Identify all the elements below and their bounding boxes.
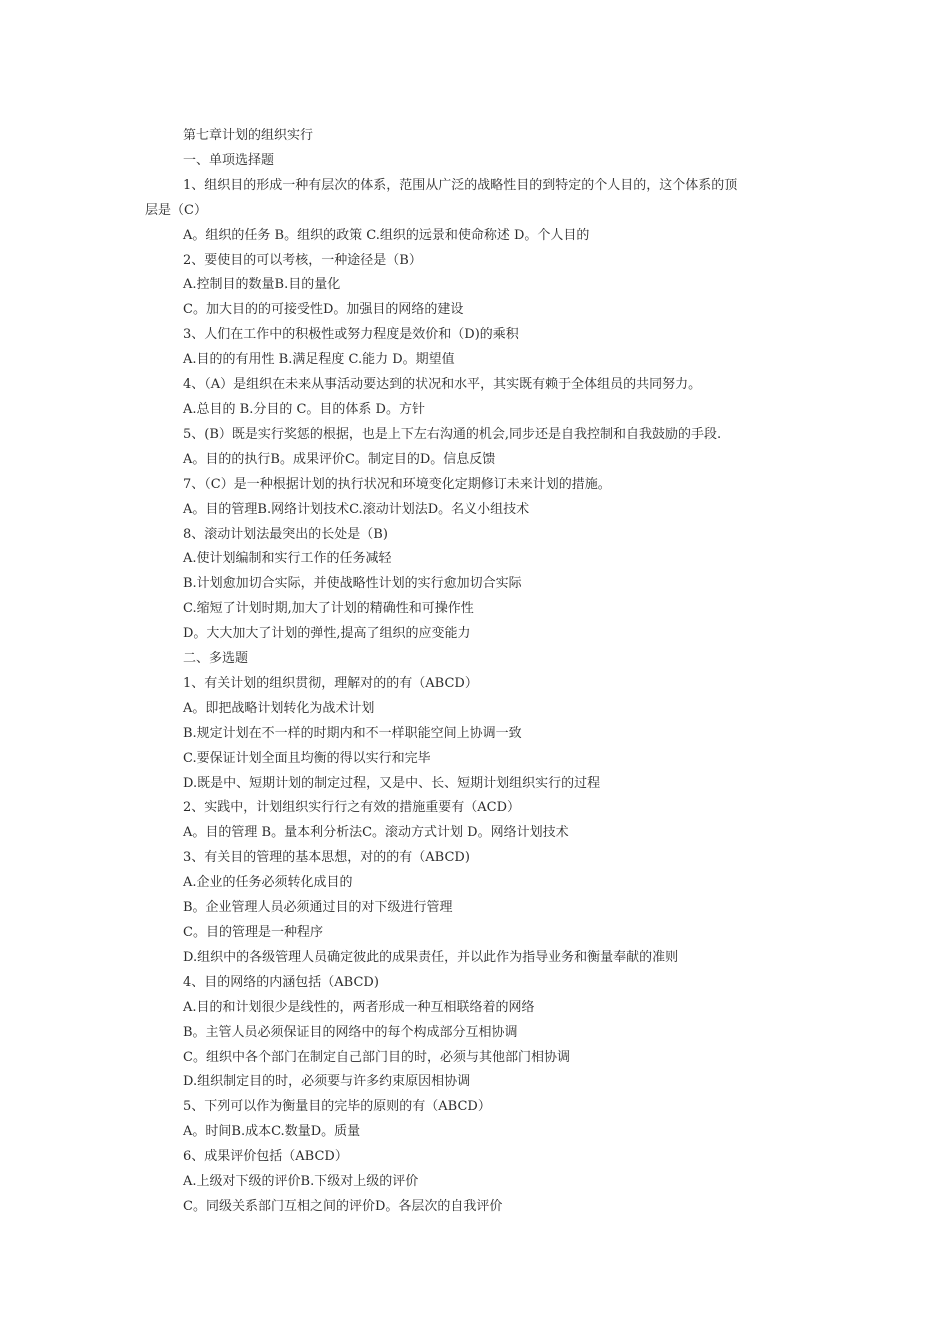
- section-heading-multi-choice: 二、多选题: [183, 651, 249, 667]
- chapter-title: 第七章计划的组织实行: [183, 128, 314, 143]
- multi-question-3: 3、有关目的管理的基本思想，对的的有（ABCD): [183, 850, 470, 866]
- multi-question-6-options-ab: A.上级对下级的评价B.下级对上级的评价: [183, 1174, 419, 1190]
- multi-question-5-options: A。时间B.成本C.数量D。质量: [183, 1124, 361, 1140]
- multi-question-3-option-c: C。目的管理是一种程序: [183, 925, 323, 940]
- multi-question-3-option-a: A.企业的任务必须转化成目的: [183, 875, 353, 891]
- question-3: 3、人们在工作中的积极性或努力程度是效价和（D)的乘积: [183, 327, 519, 343]
- question-7: 7、（C）是一种根据计划的执行状况和环境变化定期修订未来计划的措施。: [183, 476, 611, 492]
- section-heading-single-choice: 一、单项选择题: [183, 152, 275, 168]
- question-1-continuation: 层是（C）: [145, 202, 207, 218]
- multi-question-4-option-c: C。组织中各个部门在制定自己部门目的时，必须与其他部门相协调: [183, 1049, 570, 1065]
- multi-question-4-option-b: B。主管人员必须保证目的网络中的每个构成部分互相协调: [183, 1024, 518, 1040]
- question-3-options: A.目的的有用性 B.满足程度 C.能力 D。期望值: [183, 352, 455, 368]
- multi-question-1-option-b: B.规定计划在不一样的时期内和不一样职能空间上协调一致: [183, 725, 522, 741]
- question-1-options: A。组织的任务 B。组织的政策 C.组织的远景和使命称述 D。个人目的: [183, 227, 590, 243]
- question-8: 8、滚动计划法最突出的长处是（B): [183, 526, 388, 542]
- multi-question-1-option-d: D.既是中、短期计划的制定过程，又是中、长、短期计划组织实行的过程: [183, 775, 601, 791]
- question-7-options: A。目的管理B.网络计划技术C.滚动计划法D。名义小组技术: [183, 501, 530, 517]
- question-5: 5、(B）既是实行奖惩的根据，也是上下左右沟通的机会,同步还是自我控制和自我鼓励的手段.: [183, 426, 722, 442]
- multi-question-4: 4、目的网络的内涵包括（ABCD): [183, 974, 379, 990]
- question-2-options-cd: C。加大目的的可接受性D。加强目的网络的建设: [183, 302, 464, 318]
- question-8-option-b: B.计划愈加切合实际，并使战略性计划的实行愈加切合实际: [183, 576, 522, 592]
- question-5-options: A。目的的执行B。成果评价C。制定目的D。信息反馈: [183, 451, 496, 467]
- question-1: 1、组织目的形成一种有层次的体系，范围从广泛的战略性目的到特定的个人目的，这个体系的顶: [183, 177, 738, 193]
- multi-question-1-option-c: C.要保证计划全面且均衡的得以实行和完毕: [183, 750, 431, 766]
- multi-question-3-option-d: D.组织中的各级管理人员确定彼此的成果责任，并以此作为指导业务和衡量奉献的准则: [183, 949, 679, 965]
- multi-question-6: 6、成果评价包括（ABCD）: [183, 1149, 348, 1165]
- question-2: 2、要使目的可以考核，一种途径是（B）: [183, 252, 422, 268]
- multi-question-4-option-a: A.目的和计划很少是线性的，两者形成一种互相联络着的网络: [183, 999, 535, 1015]
- question-4: 4、（A）是组织在未来从事活动要达到的状况和水平，其实既有赖于全体组员的共同努力。: [183, 377, 702, 393]
- question-4-options: A.总目的 B.分目的 C。目的体系 D。方针: [183, 401, 425, 417]
- multi-question-2: 2、实践中，计划组织实行行之有效的措施重要有（ACD）: [183, 800, 521, 816]
- question-8-option-a: A.使计划编制和实行工作的任务减轻: [183, 551, 392, 567]
- multi-question-1-option-a: A。即把战略计划转化为战术计划: [183, 700, 375, 716]
- multi-question-1: 1、有关计划的组织贯彻，理解对的的有（ABCD）: [183, 675, 478, 691]
- document-body: [145, 124, 805, 1220]
- question-2-options-ab: A.控制目的数量B.目的量化: [183, 277, 341, 293]
- multi-question-5: 5、下列可以作为衡量目的完毕的原则的有（ABCD）: [183, 1099, 491, 1115]
- multi-question-3-option-b: B。企业管理人员必须通过目的对下级进行管理: [183, 900, 453, 916]
- multi-question-6-options-cd: C。同级关系部门互相之间的评价D。各层次的自我评价: [183, 1198, 503, 1214]
- multi-question-4-option-d: D.组织制定目的时，必须要与许多约束原因相协调: [183, 1074, 471, 1090]
- question-8-option-d: D。大大加大了计划的弹性,提高了组织的应变能力: [183, 626, 471, 642]
- question-8-option-c: C.缩短了计划时期,加大了计划的精确性和可操作性: [183, 601, 474, 617]
- multi-question-2-options: A。目的管理 B。量本利分析法C。滚动方式计划 D。网络计划技术: [183, 825, 569, 841]
